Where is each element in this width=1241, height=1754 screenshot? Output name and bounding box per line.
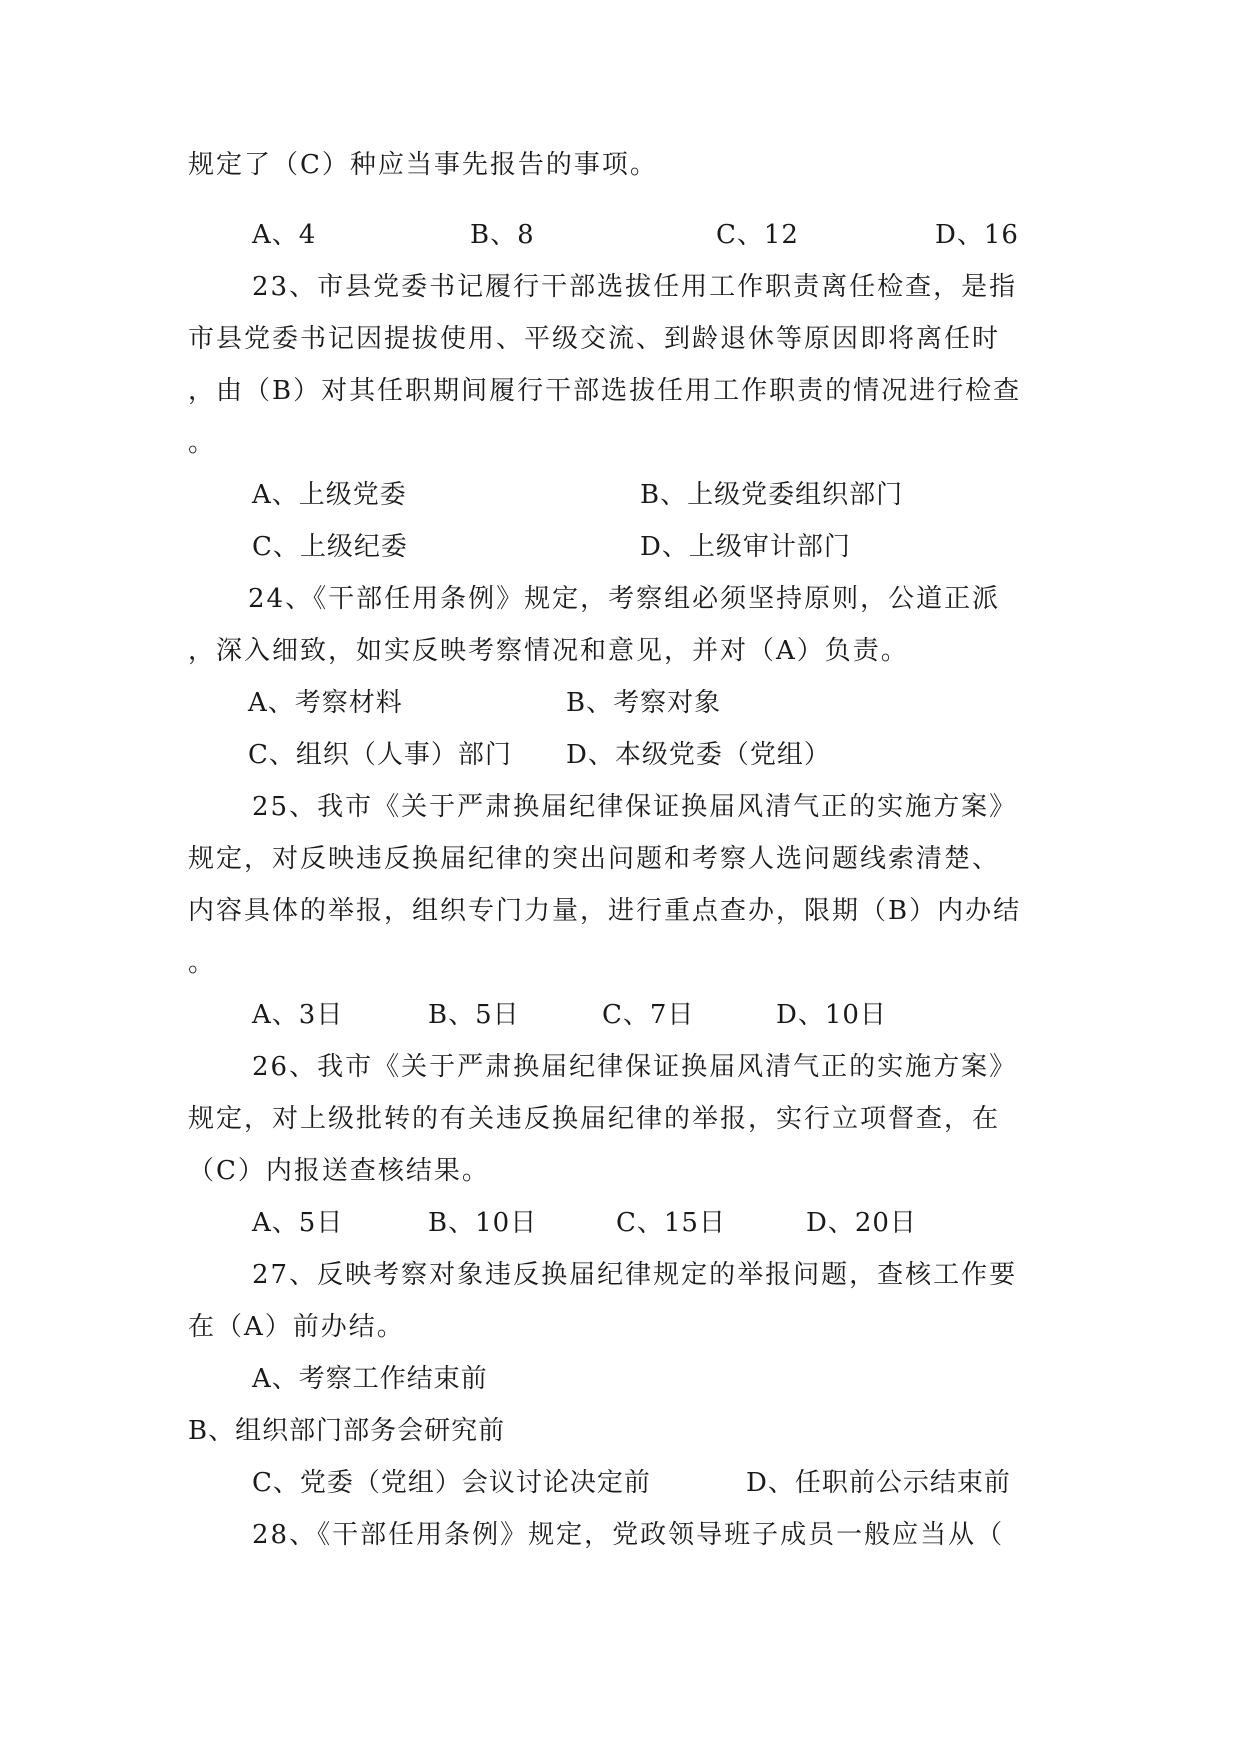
text-line: 25、我市《关于严肃换届纪律保证换届风清气正的实施方案》 [252,792,1018,822]
text-line: ，由（B）对其任职期间履行干部选拔任用工作职责的情况进行检查 [188,376,1022,406]
option-a: A、5日 [252,1208,344,1238]
option-d: D、16 [935,220,1019,250]
text-line: 26、我市《关于严肃换届纪律保证换届风清气正的实施方案》 [252,1052,1018,1082]
option-b: B、8 [470,220,535,250]
text-line: 规定，对反映违反换届纪律的突出问题和考察人选问题线索清楚、 [188,844,1001,874]
option-c: C、15日 [616,1208,726,1238]
text-line: ，深入细致，如实反映考察情况和意见，并对（A）负责。 [188,636,909,666]
option-a: A、4 [252,220,317,250]
option-c: C、组织（人事）部门 [248,740,512,770]
text-line: 。 [188,948,217,978]
option-d: D、任职前公示结束前 [746,1468,1011,1498]
option-b: B、上级党委组织部门 [640,480,904,510]
option-a: A、3日 [252,1000,344,1030]
option-a: A、上级党委 [252,480,407,510]
option-a: A、考察材料 [248,688,403,718]
option-c: C、12 [716,220,799,250]
option-c: C、党委（党组）会议讨论决定前 [252,1468,651,1498]
text-line: 规定，对上级批转的有关违反换届纪律的举报，实行立项督查，在 [188,1104,1001,1134]
option-c: C、7日 [602,1000,695,1030]
text-line: 在（A）前办结。 [188,1312,405,1342]
option-d: D、上级审计部门 [640,532,851,562]
text-line: 27、反映考察对象违反换届纪律规定的举报问题，查核工作要 [252,1260,1018,1290]
option-d: D、10日 [776,1000,887,1030]
option-b: B、5日 [428,1000,520,1030]
text-line: 内容具体的举报，组织专门力量，进行重点查办，限期（B）内办结 [188,896,1022,926]
text-line: 28、《干部任用条例》规定，党政领导班子成员一般应当从（ [252,1520,1005,1550]
text-line: 市县党委书记因提拔使用、平级交流、到龄退休等原因即将离任时 [188,324,1001,354]
option-c: C、上级纪委 [252,532,408,562]
option-d: D、本级党委（党组） [566,740,831,770]
option-d: D、20日 [806,1208,917,1238]
text-line: （C）内报送查核结果。 [188,1156,490,1186]
option-a: A、考察工作结束前 [252,1364,488,1394]
option-b: B、组织部门部务会研究前 [188,1416,506,1446]
text-line: 23、市县党委书记履行干部选拔任用工作职责离任检查，是指 [252,272,1018,302]
text-line: 24、《干部任用条例》规定，考察组必须坚持原则，公道正派 [248,584,1001,614]
option-b: B、10日 [428,1208,538,1238]
option-b: B、考察对象 [566,688,722,718]
text-line: 。 [188,428,217,458]
text-line: 规定了（C）种应当事先报告的事项。 [188,150,658,180]
